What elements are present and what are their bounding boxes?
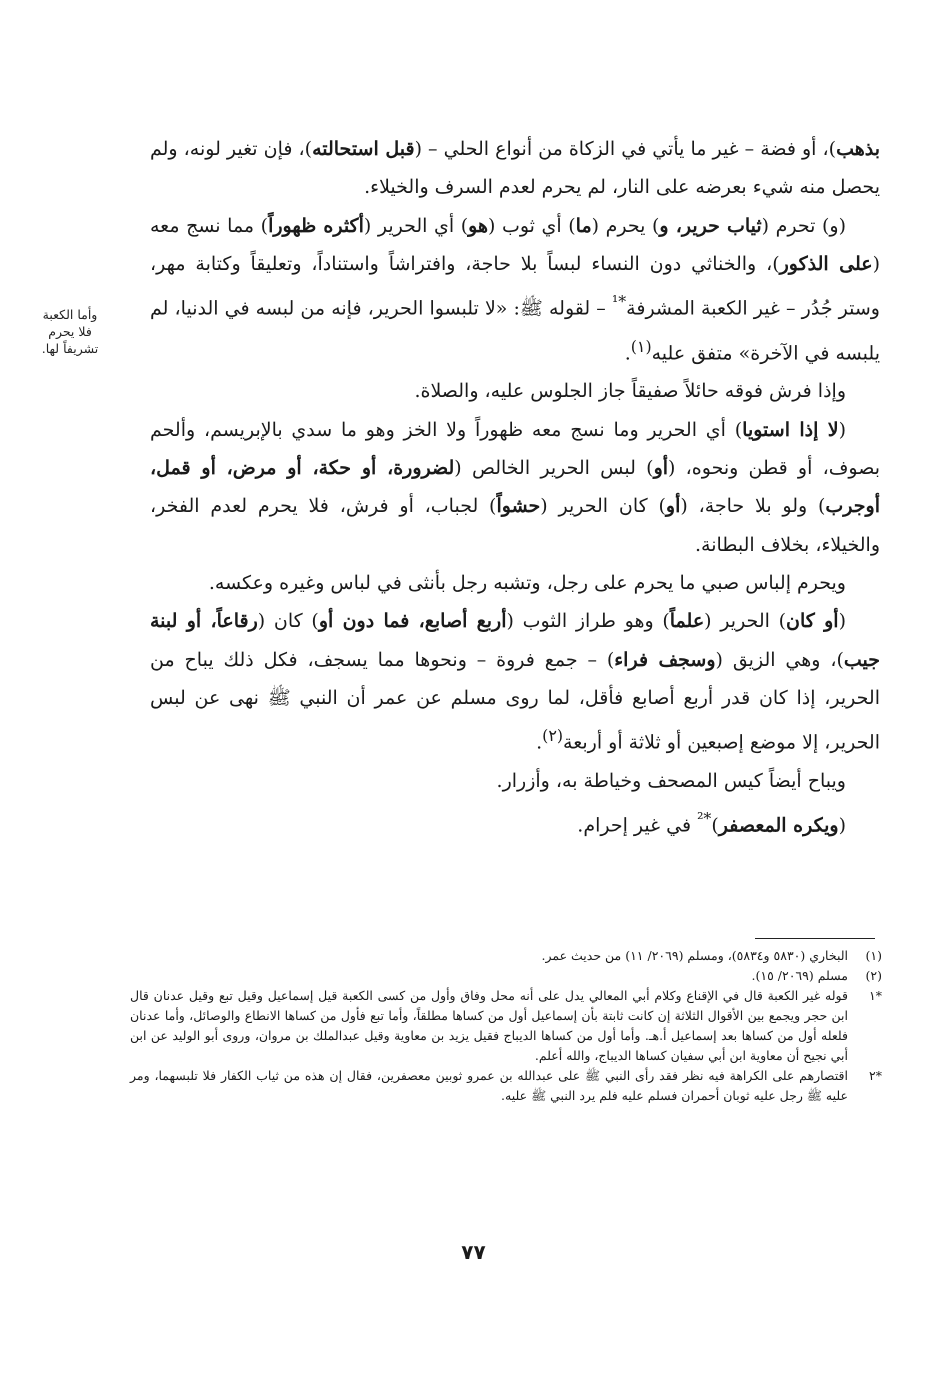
footnote-text: مسلم (٢٠٦٩/ ١٥).	[751, 968, 848, 983]
text-run: (و) تحرم (	[761, 214, 847, 237]
footnote-mark: (١)	[865, 948, 882, 963]
text-run: (	[838, 610, 846, 633]
bold-term: رقاعاً، أو لبنة جيب	[150, 610, 881, 671]
footnote-mark: *٢	[869, 1068, 882, 1083]
text-run: (	[838, 418, 846, 441]
footnotes	[130, 946, 882, 1106]
annotation-marker: *²	[697, 809, 712, 829]
footnote-text: البخاري (٥٨٣٠ و٥٨٣٤)، ومسلم (٢٠٦٩/ ١١) من حديث عمر.	[541, 948, 848, 963]
paragraph-8	[150, 800, 880, 845]
bold-term: أو كان	[786, 610, 839, 633]
text-run: )، أو فضة – غير ما يأتي في الزكاة من أنواع الحلي – (	[414, 138, 837, 160]
paragraph-1	[150, 130, 880, 207]
paragraph-3: وإذا فرش فوقه حائلاً صفيقاً جاز الجلوس عليه، والصلاة.	[414, 380, 846, 403]
annotation-marker: *¹	[611, 292, 627, 312]
text-run: )، وهي الزيق (	[715, 648, 844, 671]
footnote-separator	[755, 938, 875, 939]
text-run: ) أي ثوب (	[488, 214, 576, 237]
bold-term: بذهب	[836, 138, 880, 160]
text-run: .	[624, 342, 631, 365]
footnote-ref: (٢)	[542, 726, 564, 746]
paragraph-4	[150, 411, 880, 564]
footnote-ref: (١)	[630, 336, 652, 356]
text-run: )	[711, 814, 719, 837]
text-run: ) كان (	[257, 610, 319, 633]
page-number: ٧٧	[461, 1240, 486, 1264]
text-run: ) وهو طراز الثوب (	[506, 610, 670, 633]
text-run: في غير إحرام.	[577, 814, 698, 837]
margin-note-line: فلا يحرم	[48, 324, 92, 339]
text-run: ) كان الحرير (	[540, 495, 666, 518]
bold-term: ما	[575, 214, 592, 237]
text-run: ) مما نسج معه (	[150, 214, 881, 275]
footnote-text: اقتصارهم على الكراهة فيه نظر فقد رأى النبي ﷺ على عبدالله بن عمرو ثوبين معصفرين، فقال إن هذه من ثياب الكفار فلا تلبسهما، ومر عليه ﷺ رجل عليه ثوبان أحمران فسلم عليه فلم يرد النبي ﷺ عليه.	[130, 1068, 848, 1103]
bold-term: على الذكور	[779, 252, 873, 275]
margin-note	[20, 306, 120, 357]
text-run: ) – جمع فروة – ونحوها مما يسجف، فكل ذلك يباح من الحرير، إذا كان قدر أربع أصابع فأقل، لما روى مسلم عن عمر أن النبي ﷺ نهى عن لبس الحرير، إلا موضع إصبعين أو ثلاثة أو أربعة	[150, 648, 880, 754]
paragraph-5: ويحرم إلباس صبي ما يحرم على رجل، وتشبه رجل بأنثى في لباس وغيره وعكسه.	[208, 571, 846, 594]
footnote	[130, 946, 882, 966]
paragraph-6	[150, 602, 880, 762]
margin-note-line: تشريفاً لها.	[41, 341, 99, 356]
paragraph-2	[150, 207, 880, 373]
bold-term: أو	[653, 457, 669, 480]
footnote-text: قوله غير الكعبة قال في الإقناع وكلام أبي المعالي يدل على أنه محل وفاق وأول من كسى الكعبة قيل إسماعيل وقيل تبع وقيل عدنان قال ابن حجر ويجمع بين الأقوال الثلاثة إن كانت ثابتة بأن إسماعيل أول من كساها مطلقاً، وأما تبع فأول من كساها الانطاع والوصائل، وأما عدنان فلعله أول من كساها بعد إسماعيل أ.هـ. وأما أول من كساها الديباج فقيل يزيد بن معاوية وقيل عبدالملك بن مروان، وروى أبو الوليد عن ابن أبي نجيح أن معاوية ابن أبي سفيان كساها الديباج، والله أعلم.	[130, 988, 848, 1063]
bold-term: ثياب حرير، و	[659, 214, 762, 237]
text-run: – لقوله ﷺ: «لا تلبسوا الحرير، فإنه من لبسه في الدنيا، لم يلبسه في الآخرة» متفق عليه	[150, 297, 880, 365]
bold-term: هو	[468, 214, 488, 237]
text-run: ) لبس الحرير الخالص (	[454, 457, 654, 480]
text-run: ) ولو بلا حاجة، (	[680, 495, 826, 518]
bold-term: لا إذا استويا	[742, 418, 839, 441]
text-run: ) الحرير (	[704, 610, 787, 633]
bold-term: وسجف فراء	[614, 648, 716, 671]
footnote	[130, 966, 882, 986]
text-run: ) أي الحرير وما نسج معه ظهوراً ولا الخز وهو ما سدي بالإبريسم، وألحم بصوف، أو قطن ونحوه، (	[150, 418, 880, 480]
text-run: ) يحرم (	[591, 214, 660, 237]
main-text	[150, 130, 880, 845]
bold-term: أو	[665, 495, 681, 518]
text-run: .	[536, 731, 543, 754]
bold-term: علماً	[669, 610, 705, 633]
footnote-mark: *١	[869, 988, 882, 1003]
text-run: ) لجباب، أو فرش، فلا يحرم لعدم الفخر، والخيلاء، بخلاف البطانة.	[150, 495, 880, 556]
text-run: ) أي الحرير (	[363, 214, 469, 237]
text-run: (	[838, 814, 846, 837]
bold-term: لضرورة، أو حكة، أو مرض، أو قمل، أوجرب	[150, 457, 880, 518]
paragraph-7: ويباح أيضاً كيس المصحف وخياطة به، وأزرار.	[496, 769, 846, 792]
margin-note-line: وأما الكعبة	[42, 307, 98, 322]
footnote-mark: (٢)	[865, 968, 882, 983]
text-run: )، فإن تغير لونه، ولم يحصل منه شيء بعرضه على النار، لم يحرم لعدم السرف والخيلاء.	[150, 138, 880, 199]
text-run: )، والخناثي دون النساء لبساً بلا حاجة، وافتراشاً واستناداً، وتعليقاً وكتابة مهر، وستر جُدُر – غير الكعبة المشرفة	[150, 252, 880, 320]
footnote	[130, 1066, 882, 1106]
bold-term: ويكره المعصفر	[718, 814, 839, 837]
footnote	[130, 986, 882, 1066]
bold-term: أكثره ظهوراً	[268, 214, 364, 237]
bold-term: أربع أصابع، فما دون أو	[318, 610, 507, 633]
bold-term: قبل استحالته	[312, 138, 415, 160]
bold-term: حشواً	[496, 495, 541, 518]
